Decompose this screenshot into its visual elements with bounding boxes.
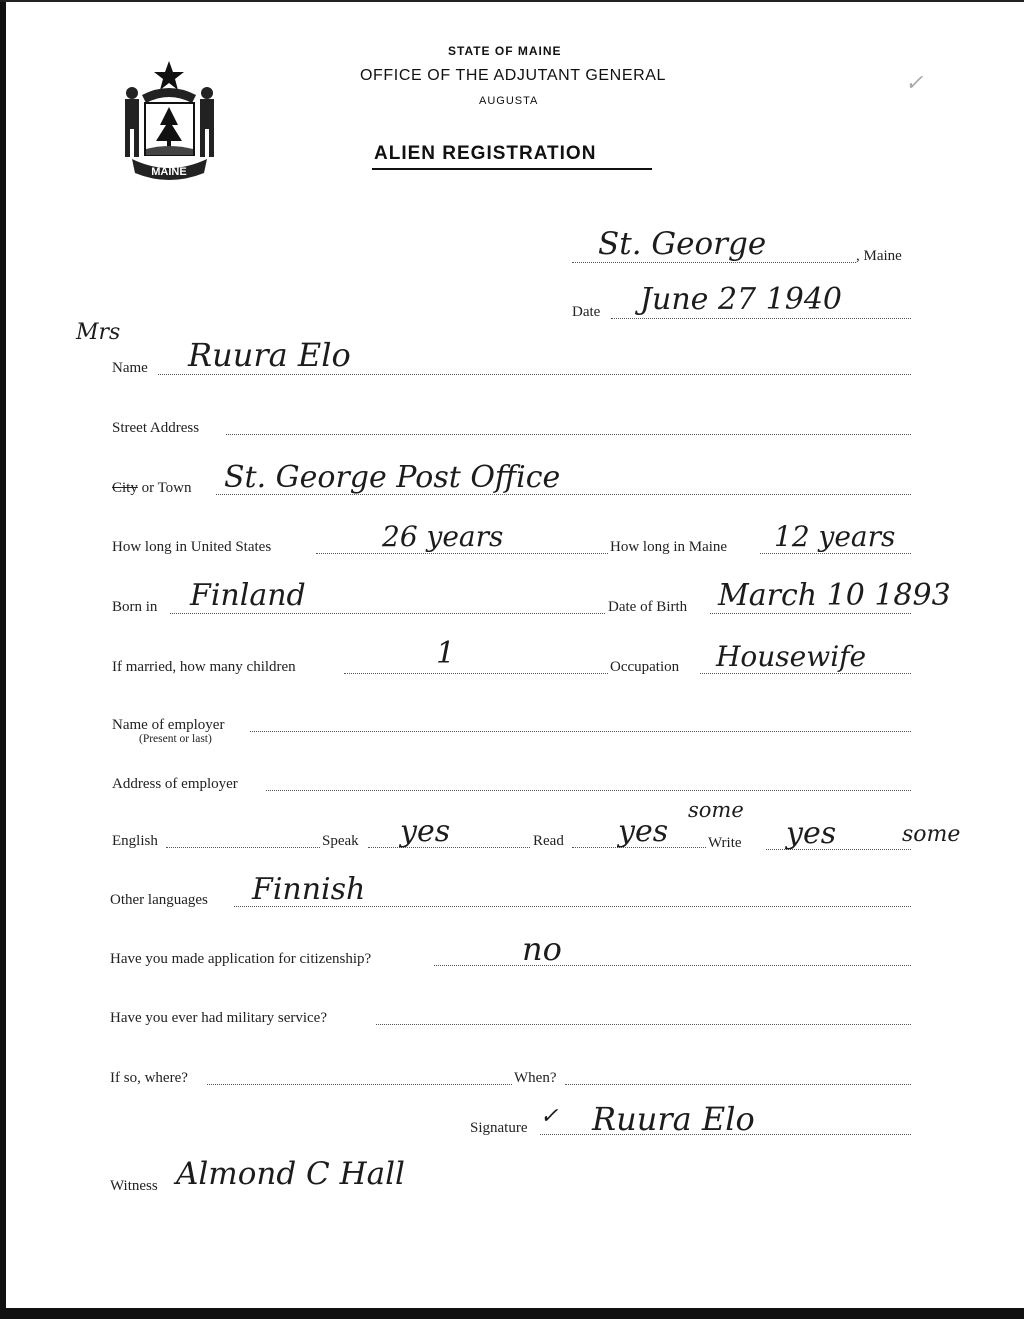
children-line [344, 673, 608, 674]
children-value: 1 [436, 636, 456, 671]
military-label: Have you ever had military service? [110, 1010, 327, 1026]
city-town-label: City or Town [112, 480, 192, 496]
maine-label: , Maine [856, 248, 902, 264]
occupation-value: Housewife [716, 640, 867, 673]
when-line [565, 1084, 911, 1085]
corner-check-mark: ✓ [905, 70, 924, 95]
other-languages-label: Other languages [110, 892, 208, 908]
how-long-maine-value: 12 years [774, 520, 896, 553]
signature-check: ✓ [540, 1104, 559, 1129]
street-line [226, 434, 911, 435]
name-label: Name [112, 360, 148, 376]
name-title-prefix: Mrs [76, 320, 121, 345]
date-of-birth-value: March 10 1893 [718, 578, 951, 613]
scan-border-left [0, 0, 6, 1319]
town-value: St. George [598, 226, 767, 262]
title-underline [372, 168, 652, 170]
where-line [207, 1084, 512, 1085]
military-line [376, 1024, 911, 1025]
date-of-birth-line [710, 613, 911, 614]
speak-label: Speak [322, 833, 359, 849]
signature-value: Ruura Elo [592, 1100, 755, 1138]
speak-value: yes [400, 814, 451, 849]
born-in-label: Born in [112, 599, 158, 615]
city-town-value: St. George Post Office [224, 460, 561, 495]
employer-address-line [266, 790, 911, 791]
born-in-value: Finland [190, 578, 306, 613]
date-value: June 27 1940 [640, 282, 843, 317]
date-label: Date [572, 304, 601, 320]
read-note: some [688, 798, 744, 822]
signature-label: Signature [470, 1120, 528, 1136]
form-title: ALIEN REGISTRATION [374, 143, 597, 164]
read-value: yes [618, 814, 669, 849]
other-languages-value: Finnish [252, 872, 366, 907]
where-label: If so, where? [110, 1070, 188, 1086]
when-label: When? [514, 1070, 557, 1086]
citizenship-line [434, 965, 911, 966]
children-label: If married, how many children [112, 659, 296, 675]
employer-label: Name of employer [112, 717, 225, 733]
date-of-birth-label: Date of Birth [608, 599, 688, 615]
employer-sublabel: (Present or last) [139, 733, 212, 745]
read-label: Read [533, 833, 564, 849]
occupation-label: Occupation [610, 659, 680, 675]
employer-line [250, 731, 911, 732]
scan-border-bottom [0, 1308, 1024, 1319]
name-value: Ruura Elo [188, 336, 351, 374]
witness-label: Witness [110, 1178, 158, 1194]
state-seal-icon [112, 55, 227, 185]
write-value: yes [786, 816, 837, 851]
employer-address-label: Address of employer [112, 776, 238, 792]
write-label: Write [708, 835, 742, 851]
street-label: Street Address [112, 420, 200, 436]
office-heading: OFFICE OF THE ADJUTANT GENERAL [360, 67, 667, 84]
how-long-us-line [316, 553, 608, 554]
how-long-us-label: How long in United States [112, 539, 272, 555]
scan-border-top [0, 0, 1024, 2]
english-label: English [112, 833, 158, 849]
how-long-maine-line [760, 553, 911, 554]
write-note: some [902, 822, 961, 847]
town-line [572, 262, 856, 263]
state-heading: STATE OF MAINE [448, 44, 562, 58]
date-line [611, 318, 911, 319]
born-in-line [170, 613, 605, 614]
english-line [166, 847, 320, 848]
witness-value: Almond C Hall [176, 1156, 405, 1192]
occupation-line [700, 673, 911, 674]
name-line [158, 374, 911, 375]
citizenship-label: Have you made application for citizenship? [110, 951, 372, 967]
how-long-us-value: 26 years [382, 520, 504, 553]
city-heading: AUGUSTA [479, 95, 539, 107]
how-long-maine-label: How long in Maine [610, 539, 728, 555]
citizenship-value: no [522, 930, 562, 968]
seal-label: MAINE [151, 166, 187, 178]
